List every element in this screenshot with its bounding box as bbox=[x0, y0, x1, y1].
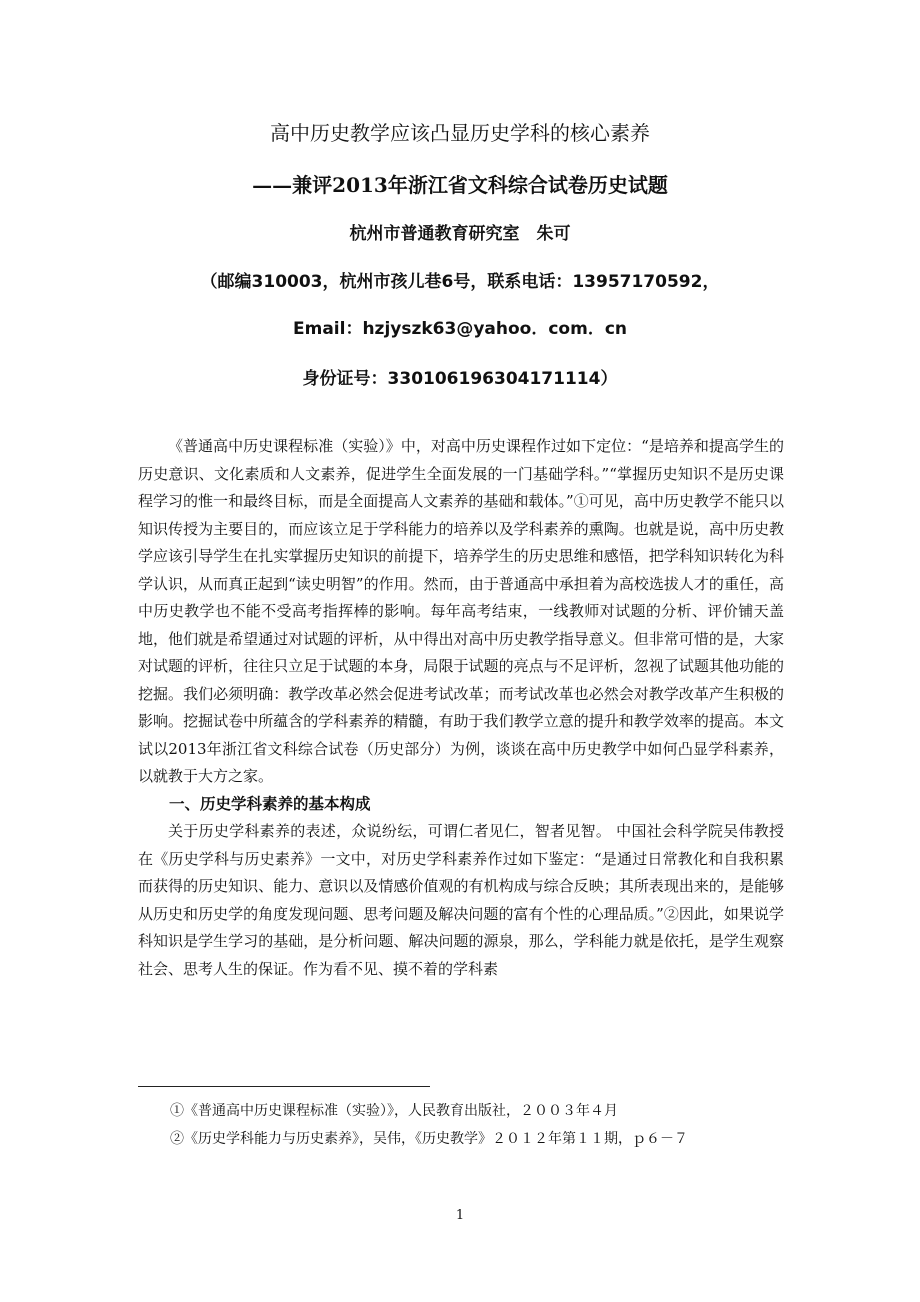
author-line: 杭州市普通教育研究室 朱可 bbox=[349, 224, 571, 244]
footnote-2: ②《历史学科能力与历史素养》，吴伟，《历史教学》２０１２年第１１期，ｐ６－７ bbox=[170, 1131, 688, 1147]
paragraph-intro: 《普通高中历史课程标准（实验）》中，对高中历史课程作过如下定位：“是培养和提高学生的历史意识、文化素质和人文素养，促进学生全面发展的一门基础学科。”“掌握历史知识不是历史课程学习的惟一和最终目标，而是全面提高人文素养的基础和载体。”①可见，高中历史教学不能只以知识传授为主要目的，而应该立足于学科能力的培养以及学科素养的熏陶。也就是说，高中历史教学应该引导学生在扎实掌握历史知识的前提下，培养学生的历史思维和感悟，把学科知识转化为科学认识，从而真正起到“读史明智”的作用。然而，由于普通高中承担着为高校选拔人才的重任，高中历史教学也不能不受高考指挥棒的影响。每年高考结束，一线教师对试题的分析、评价铺天盖地，他们就是希望通过对试题的评析，从中得出对高中历史教学指导意义。但非常可惜的是，大家对试题的评析，往往只立足于试题的本身，局限于试题的亮点与不足评析，忽视了试题其他功能的挖掘。我们必须明确：教学改革必然会促进考试改革；而考试改革也必然会对教学改革产生积极的影响。挖掘试卷中所蕴含的学科素养的精髓，有助于我们教学立意的提升和教学效率的提高。本文试以2013年浙江省文科综合试卷（历史部分）为例，谈谈在高中历史教学中如何凸显学科素养，以就教于大方之家。 bbox=[138, 437, 784, 785]
footnotes bbox=[170, 1097, 790, 1153]
contact-line-id: 身份证号：330106196304171114） bbox=[302, 369, 618, 389]
footnote-divider bbox=[138, 1086, 430, 1087]
contact-line-postal: （邮编310003，杭州市孩儿巷6号，联系电话：13957170592， bbox=[200, 272, 720, 292]
footnote-1: ①《普通高中历史课程标准（实验）》，人民教育出版社，２００３年４月 bbox=[170, 1103, 618, 1119]
document-subtitle: ——兼评2013年浙江省文科综合试卷历史试题 bbox=[252, 173, 668, 197]
paragraph-section-1: 关于历史学科素养的表述，众说纷纭，可谓仁者见仁，智者见智。 中国社会科学院吴伟教授在《历史学科与历史素养》一文中，对历史学科素养作过如下鉴定：“是通过日常教化和自我积累而获得的历史知识、能力、意识以及情感价值观的有机构成与综合反映；其所表现出来的，是能够从历史和历史学的角度发现问题、思考问题及解决问题的富有个性的心理品质。”②因此，如果说学科知识是学生学习的基础，是分析问题、解决问题的源泉，那么，学科能力就是依托，是学生观察社会、思考人生的保证。作为看不见、摸不着的学科素 bbox=[138, 822, 784, 978]
document-title: 高中历史教学应该凸显历史学科的核心素养 bbox=[270, 121, 650, 145]
contact-line-email: Email：hzjyszk63@yahoo．com．cn bbox=[293, 319, 627, 339]
article-body bbox=[138, 433, 784, 983]
section-heading-1: 一、历史学科素养的基本构成 bbox=[169, 794, 371, 813]
page-number: 1 bbox=[455, 1208, 465, 1223]
